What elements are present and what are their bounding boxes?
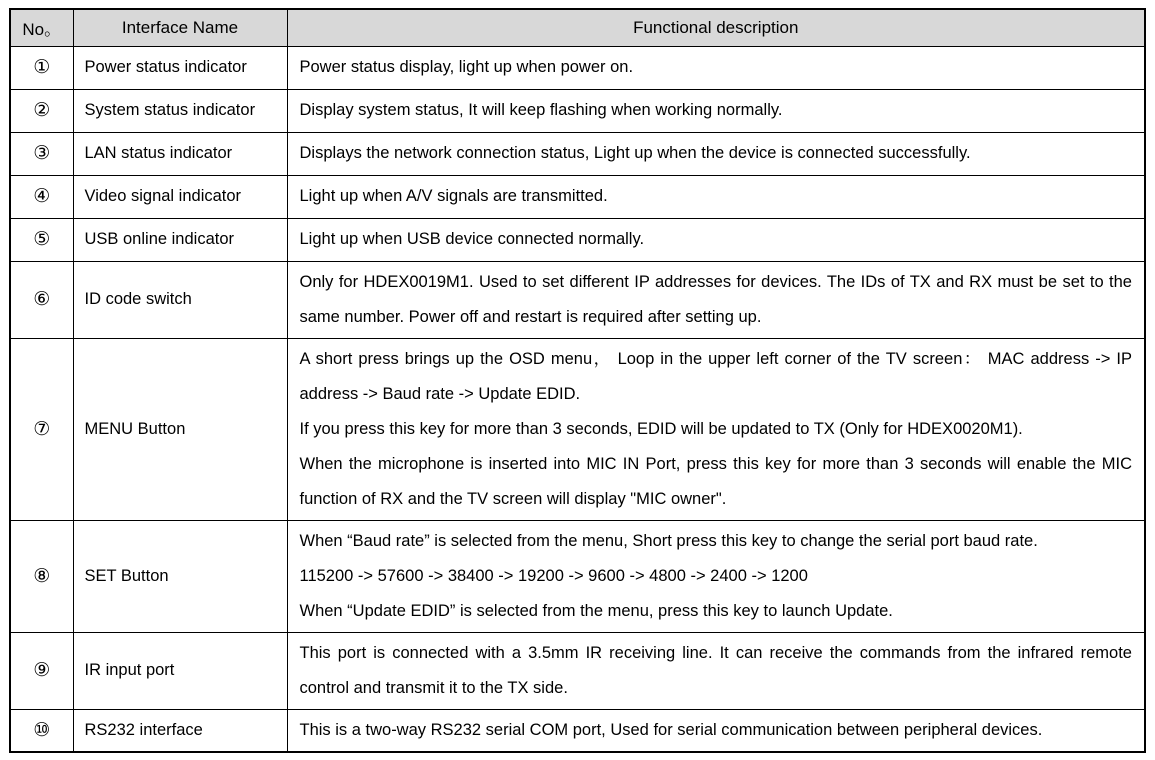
interface-name: Power status indicator xyxy=(73,46,287,89)
row-number: ① xyxy=(10,46,73,89)
column-header: No。 xyxy=(10,9,73,46)
functional-description xyxy=(287,175,1145,218)
functional-description xyxy=(287,520,1145,632)
interface-name: SET Button xyxy=(73,520,287,632)
row-number: ⑦ xyxy=(10,338,73,520)
table-row xyxy=(10,218,1145,261)
row-number: ⑥ xyxy=(10,261,73,338)
table-header-row xyxy=(10,9,1145,46)
column-header: Interface Name xyxy=(73,9,287,46)
table-row xyxy=(10,132,1145,175)
interface-name: USB online indicator xyxy=(73,218,287,261)
description-paragraph: Displays the network connection status, Light up when the device is connected successfully. xyxy=(299,144,971,162)
row-number: ④ xyxy=(10,175,73,218)
table-row xyxy=(10,709,1145,752)
interface-name: IR input port xyxy=(73,632,287,709)
description-paragraph: If you press this key for more than 3 seconds, EDID will be updated to TX (Only for HDEX0020M1). xyxy=(299,419,1023,438)
row-number: ③ xyxy=(10,132,73,175)
description-paragraph: When the microphone is inserted into MIC IN Port, press this key for more than 3 seconds will enable the MIC function of RX and the TV screen will display "MIC owner". xyxy=(299,454,1132,508)
interface-table xyxy=(9,8,1146,753)
description-paragraph: This port is connected with a 3.5mm IR receiving line. It can receive the commands from the infrared remote control and transmit it to the TX side. xyxy=(299,643,1132,697)
row-number: ⑩ xyxy=(10,709,73,752)
description-paragraph: This is a two-way RS232 serial COM port, Used for serial communication between peripheral devices. xyxy=(299,720,1043,739)
description-paragraph: Power status display, light up when power on. xyxy=(299,58,634,76)
description-paragraph: A short press brings up the OSD menu， Loop in the upper left corner of the TV screen： MAC address -> IP address -> Baud rate -> Update EDID. xyxy=(299,349,1132,403)
interface-name: System status indicator xyxy=(73,89,287,132)
column-header: Functional description xyxy=(287,9,1145,46)
functional-description xyxy=(287,709,1145,752)
description-paragraph: When “Update EDID” is selected from the menu, press this key to launch Update. xyxy=(299,601,893,620)
description-paragraph: When “Baud rate” is selected from the menu, Short press this key to change the serial port baud rate. xyxy=(299,531,1038,550)
table-row xyxy=(10,46,1145,89)
description-paragraph: 115200 -> 57600 -> 38400 -> 19200 -> 9600 -> 4800 -> 2400 -> 1200 xyxy=(299,566,808,585)
functional-description xyxy=(287,218,1145,261)
table-row xyxy=(10,89,1145,132)
row-number: ⑧ xyxy=(10,520,73,632)
interface-name: Video signal indicator xyxy=(73,175,287,218)
functional-description xyxy=(287,338,1145,520)
interface-name: MENU Button xyxy=(73,338,287,520)
functional-description xyxy=(287,89,1145,132)
table-row xyxy=(10,261,1145,338)
interface-name: RS232 interface xyxy=(73,709,287,752)
functional-description xyxy=(287,132,1145,175)
functional-description xyxy=(287,46,1145,89)
table-row xyxy=(10,338,1145,520)
description-paragraph: Only for HDEX0019M1. Used to set different IP addresses for devices. The IDs of TX and RX must be set to the same number. Power off and restart is required after setting up. xyxy=(299,272,1132,326)
interface-name: ID code switch xyxy=(73,261,287,338)
table-row xyxy=(10,175,1145,218)
description-paragraph: Light up when USB device connected normally. xyxy=(299,230,645,248)
row-number: ⑨ xyxy=(10,632,73,709)
row-number: ⑤ xyxy=(10,218,73,261)
description-paragraph: Light up when A/V signals are transmitted. xyxy=(299,187,608,205)
table-row xyxy=(10,520,1145,632)
functional-description xyxy=(287,632,1145,709)
description-paragraph: Display system status, It will keep flashing when working normally. xyxy=(299,101,783,119)
interface-name: LAN status indicator xyxy=(73,132,287,175)
row-number: ② xyxy=(10,89,73,132)
table-body xyxy=(10,46,1145,752)
table-row xyxy=(10,632,1145,709)
functional-description xyxy=(287,261,1145,338)
